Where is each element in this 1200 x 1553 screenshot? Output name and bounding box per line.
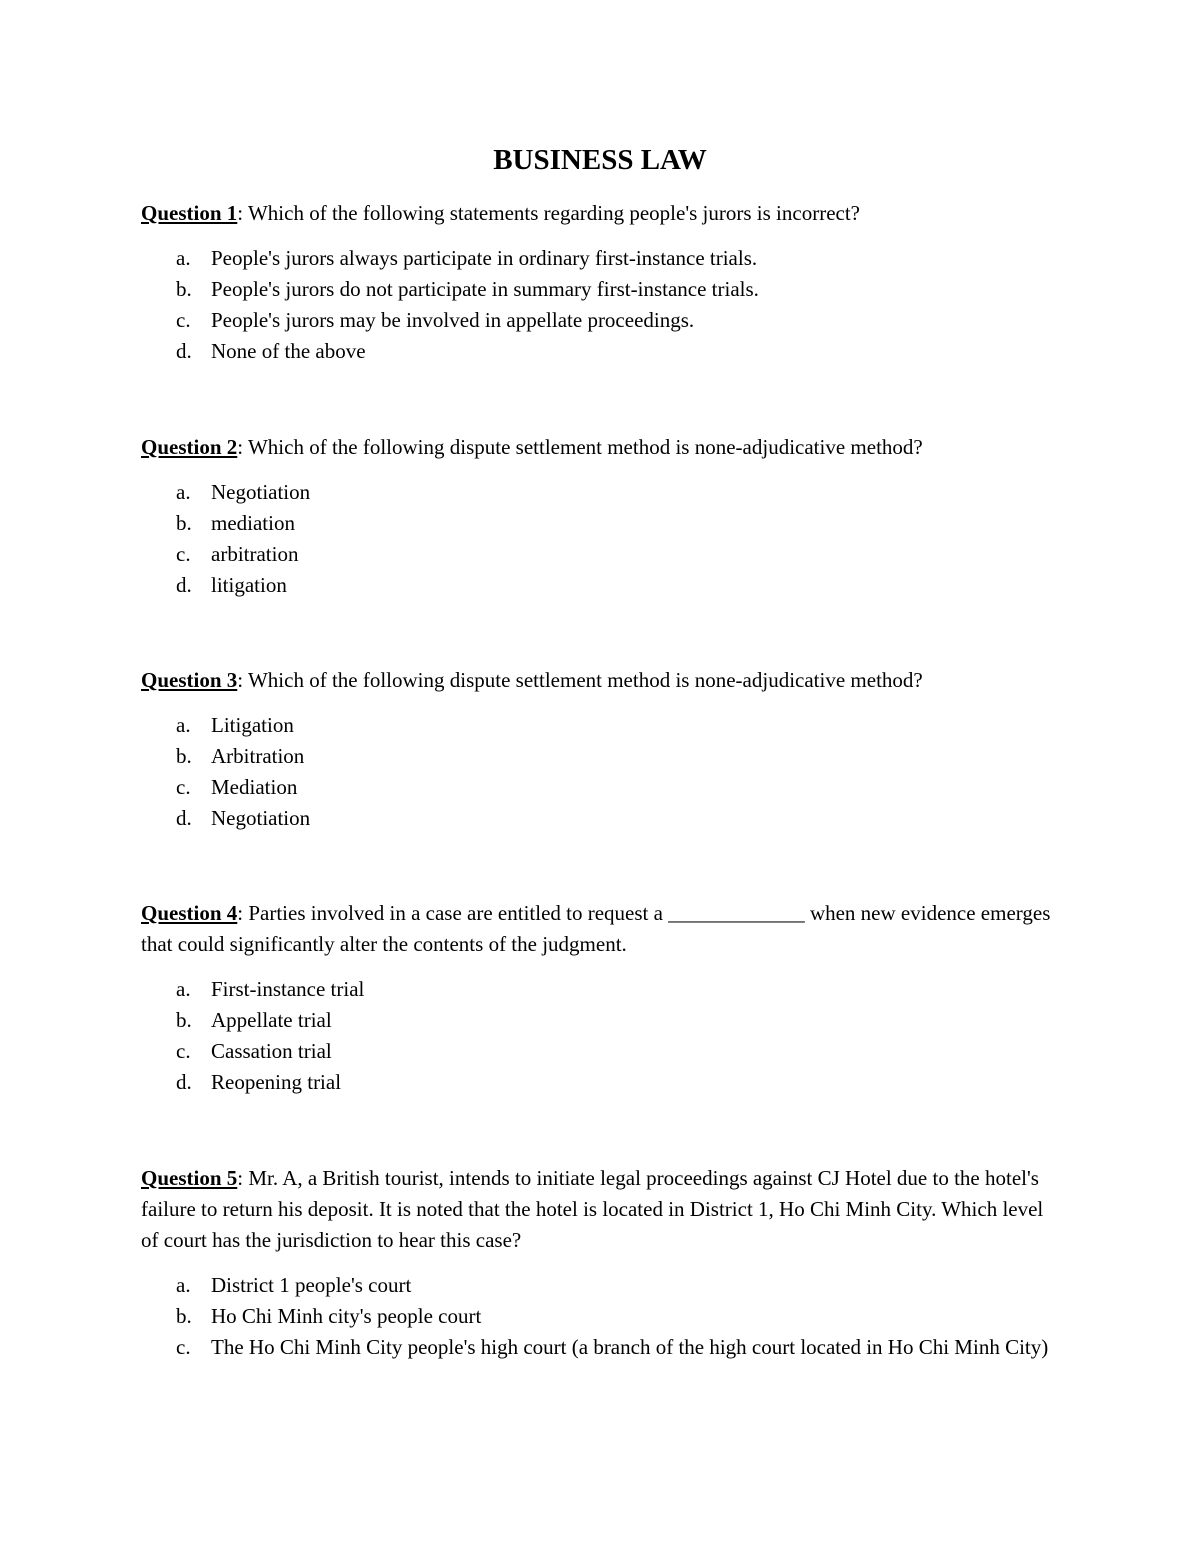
option-letter: a. xyxy=(176,246,191,270)
options-list xyxy=(141,710,1061,834)
option-a xyxy=(141,243,1061,274)
option-a xyxy=(141,477,1061,508)
option-text: The Ho Chi Minh City people's high court (a branch of the high court located in Ho Chi Minh City) xyxy=(211,1335,1049,1359)
option-a xyxy=(141,710,1061,741)
question-5 xyxy=(141,1163,1061,1363)
option-letter: a. xyxy=(176,977,191,1001)
question-body: : Which of the following statements regarding people's jurors is incorrect? xyxy=(237,201,860,225)
option-text: Reopening trial xyxy=(211,1070,342,1094)
option-letter: a. xyxy=(176,1273,191,1297)
option-letter: d. xyxy=(176,1070,192,1094)
option-text: Negotiation xyxy=(211,806,311,830)
option-d xyxy=(141,803,1061,834)
question-text xyxy=(141,432,1061,463)
option-c xyxy=(141,1332,1061,1363)
option-letter: d. xyxy=(176,339,192,363)
question-label: Question 5 xyxy=(141,1166,238,1190)
option-a xyxy=(141,974,1061,1005)
option-text: Appellate trial xyxy=(211,1008,332,1032)
options-list xyxy=(141,243,1061,367)
option-letter: d. xyxy=(176,573,192,597)
option-letter: d. xyxy=(176,806,192,830)
option-letter: c. xyxy=(176,775,191,799)
option-b xyxy=(141,1005,1061,1036)
question-label: Question 1 xyxy=(141,201,238,225)
option-letter: b. xyxy=(176,1304,192,1328)
option-c xyxy=(141,539,1061,570)
option-text: First-instance trial xyxy=(211,977,365,1001)
option-text: Arbitration xyxy=(211,744,305,768)
question-label: Question 4 xyxy=(141,901,238,925)
question-text xyxy=(141,665,1061,696)
option-letter: b. xyxy=(176,277,192,301)
question-1 xyxy=(141,198,1061,367)
option-text: mediation xyxy=(211,511,295,535)
option-c xyxy=(141,305,1061,336)
question-text xyxy=(141,898,1061,960)
question-label: Question 2 xyxy=(141,435,238,459)
option-letter: a. xyxy=(176,713,191,737)
option-text: None of the above xyxy=(211,339,366,363)
question-body: : Which of the following dispute settlement method is none-adjudicative method? xyxy=(237,435,923,459)
option-letter: b. xyxy=(176,511,192,535)
option-d xyxy=(141,336,1061,367)
option-letter: c. xyxy=(176,542,191,566)
option-c xyxy=(141,772,1061,803)
option-b xyxy=(141,741,1061,772)
question-text xyxy=(141,1163,1061,1256)
option-a xyxy=(141,1270,1061,1301)
option-b xyxy=(141,274,1061,305)
option-text: Ho Chi Minh city's people court xyxy=(211,1304,482,1328)
option-letter: b. xyxy=(176,1008,192,1032)
question-4 xyxy=(141,898,1061,1098)
option-text: arbitration xyxy=(211,542,299,566)
option-text: Cassation trial xyxy=(211,1039,332,1063)
option-text: litigation xyxy=(211,573,287,597)
option-letter: c. xyxy=(176,1335,191,1359)
question-label: Question 3 xyxy=(141,668,238,692)
question-3 xyxy=(141,665,1061,834)
question-text xyxy=(141,198,1061,229)
option-d xyxy=(141,1067,1061,1098)
option-text: District 1 people's court xyxy=(211,1273,412,1297)
page-title: BUSINESS LAW xyxy=(493,144,707,176)
options-list xyxy=(141,477,1061,601)
option-b xyxy=(141,1301,1061,1332)
question-body: : Which of the following dispute settlement method is none-adjudicative method? xyxy=(237,668,923,692)
option-letter: c. xyxy=(176,1039,191,1063)
question-2 xyxy=(141,432,1061,601)
option-text: People's jurors may be involved in appellate proceedings. xyxy=(211,308,695,332)
option-text: People's jurors always participate in ordinary first-instance trials. xyxy=(211,246,758,270)
option-letter: b. xyxy=(176,744,192,768)
options-list xyxy=(141,974,1061,1098)
option-text: People's jurors do not participate in summary first-instance trials. xyxy=(211,277,759,301)
options-list xyxy=(141,1270,1061,1363)
option-d xyxy=(141,570,1061,601)
option-letter: a. xyxy=(176,480,191,504)
option-letter: c. xyxy=(176,308,191,332)
option-b xyxy=(141,508,1061,539)
question-body: : Mr. A, a British tourist, intends to initiate legal proceedings against CJ Hotel due to the hotel's failure to return his deposit. It is noted that the hotel is located in District 1, Ho Chi Minh City. Which level of court has the jurisdiction to hear this case? xyxy=(141,1166,1044,1252)
option-text: Mediation xyxy=(211,775,298,799)
option-text: Negotiation xyxy=(211,480,311,504)
question-body: : Parties involved in a case are entitled to request a _____________ when new evidence emerges that could significantly alter the contents of the judgment. xyxy=(141,901,1051,956)
option-c xyxy=(141,1036,1061,1067)
option-text: Litigation xyxy=(211,713,294,737)
